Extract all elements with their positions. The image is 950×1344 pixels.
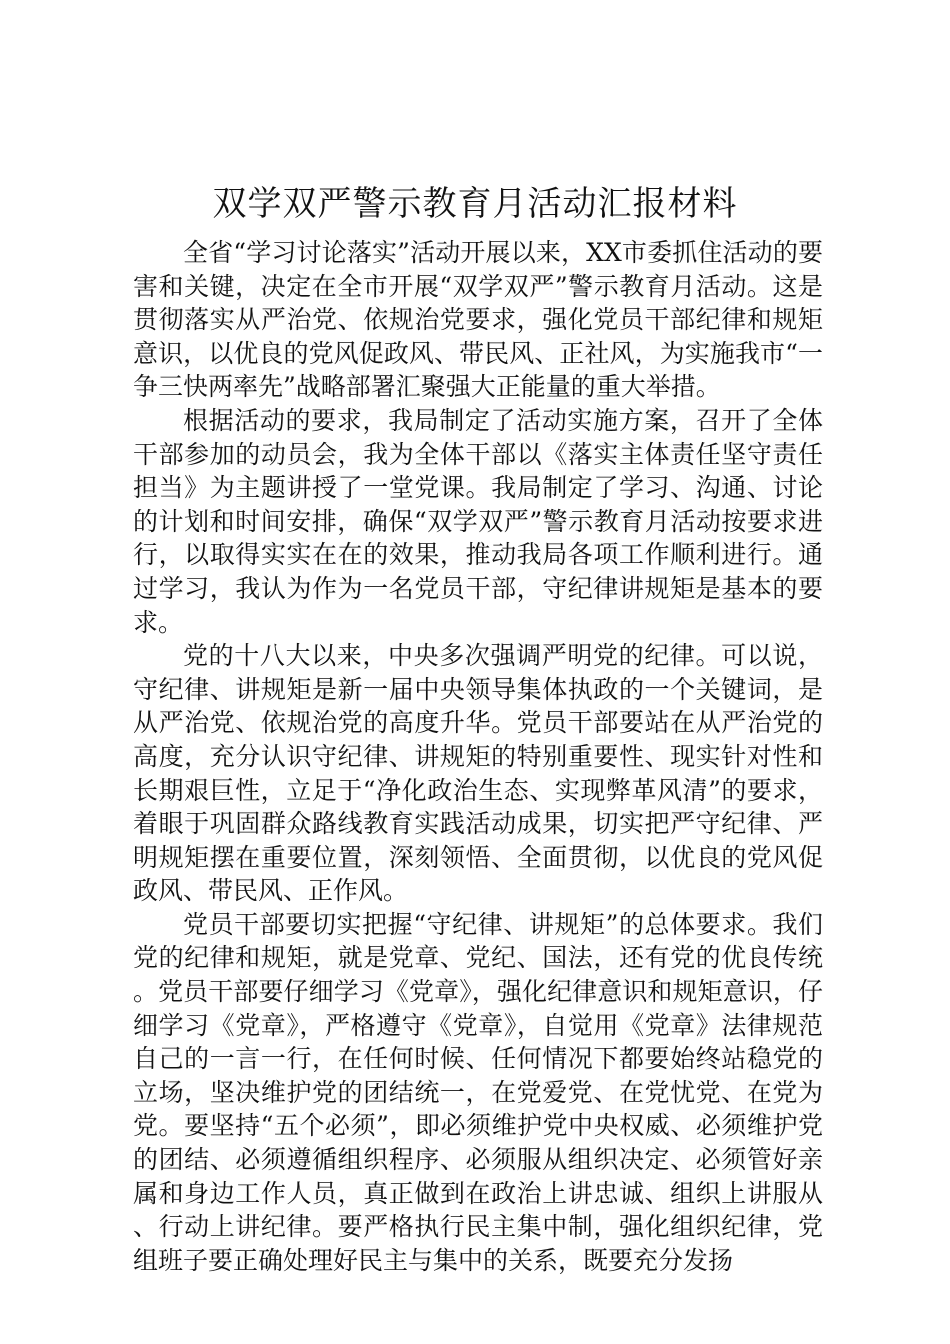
paragraph-2: 根据活动的要求，我局制定了活动实施方案，召开了全体干部参加的动员会，我为全体干部以《落实主体责任坚守责任担当》为主题讲授了一堂党课。我局制定了学习、沟通、讨论的计划和时间安排，确保“双学双严”警示教育月活动按要求进行，以取得实实在在的效果，推动我局各项工作顺利进行。通过学习，我认为作为一名党员干部，守纪律讲规矩是基本的要求。 [133,405,823,637]
paragraph-1: 全省“学习讨论落实”活动开展以来，XX市委抓住活动的要害和关键，决定在全市开展“双学双严”警示教育月活动。这是贯彻落实从严治党、依规治党要求，强化党员干部纪律和规矩意识，以优良的党风促政风、带民风、正社风，为实施我市“一争三快两率先”战略部署汇聚强大正能量的重大举措。 [133,238,823,402]
document-title: 双学双严警示教育月活动汇报材料 [212,184,738,224]
paragraph-4: 党员干部要切实把握“守纪律、讲规矩”的总体要求。我们党的纪律和规矩，就是党章、党纪、国法，还有党的优良传统。党员干部要仔细学习《党章》，强化纪律意识和规矩意识，仔细学习《党章》，严格遵守《党章》，自觉用《党章》法律规范自己的一言一行，在任何时候、任何情况下都要始终站稳党的立场，坚决维护党的团结统一，在党爱党、在党忧党、在党为党。要坚持“五个必须”，即必须维护党中央权威、必须维护党的团结、必须遵循组织程序、必须服从组织决定、必须管好亲属和身边工作人员，真正做到在政治上讲忠诚、组织上讲服从、行动上讲纪律。要严格执行民主集中制，强化组织纪律，党组班子要正确处理好民主与集中的关系，既要充分发扬 [133,909,823,1275]
paragraph-3: 党的十八大以来，中央多次强调严明党的纪律。可以说，守纪律、讲规矩是新一届中央领导集体执政的一个关键词，是从严治党、依规治党的高度升华。党员干部要站在从严治党的高度，充分认识守纪律、讲规矩的特别重要性、现实针对性和长期艰巨性，立足于“净化政治生态、实现弊革风清”的要求，着眼于巩固群众路线教育实践活动成果，切实把严守纪律、严明规矩摆在重要位置，深刻领悟、全面贯彻，以优良的党风促政风、带民风、正作风。 [133,641,823,906]
document-body [133,236,823,1277]
